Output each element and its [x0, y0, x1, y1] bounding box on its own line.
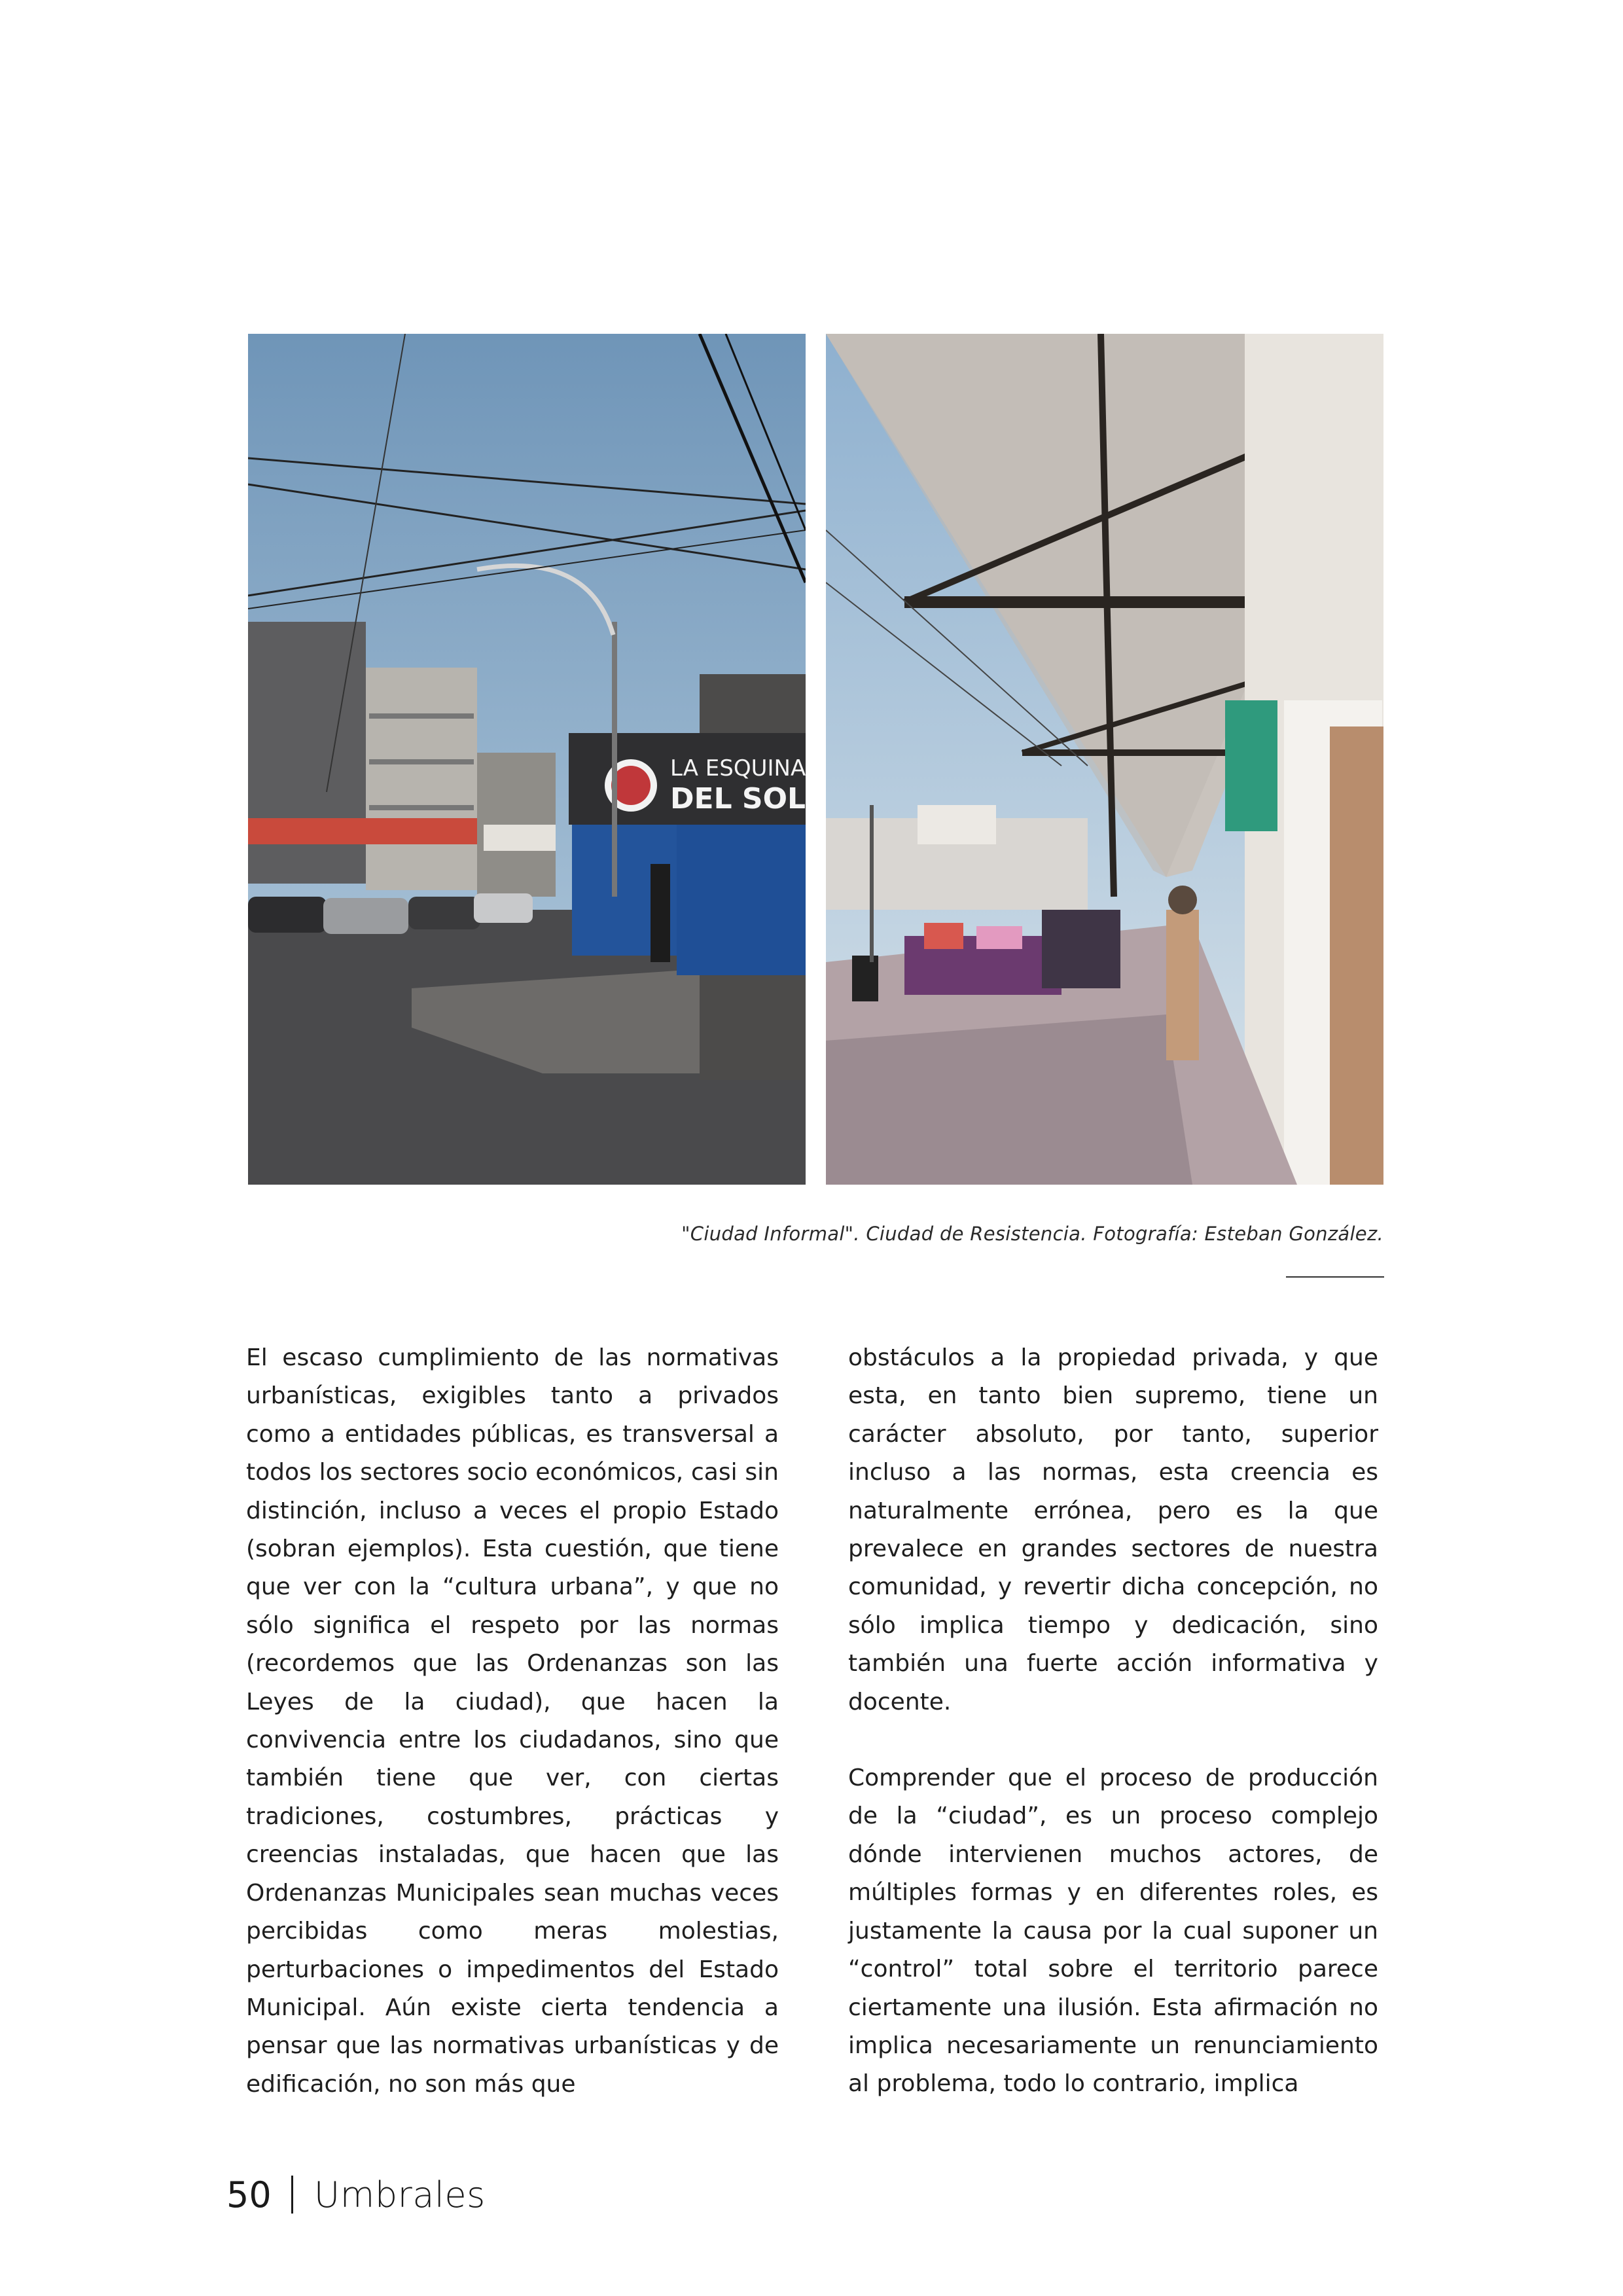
caption-divider — [1286, 1276, 1384, 1278]
photo-street-corner — [248, 334, 806, 1185]
shop-sign-line2: DEL SOL — [670, 782, 806, 816]
publication-name: Umbrales — [313, 2174, 486, 2215]
photo-covered-sidewalk — [826, 334, 1383, 1185]
body-paragraph: Comprender que el proceso de producción de la “ciudad”, es un proceso complejo dónde intervienen muchos actores, de múltiples formas y en diferentes roles, es justamente la causa por la cual suponer un “control” total sobre el territorio parece ciertamente una ilusión. Esta afirmación no implica necesariamente un renunciamiento al problema, todo lo contrario, implica — [848, 1765, 1378, 2098]
page-number: 50 — [226, 2174, 272, 2215]
photo-caption: "Ciudad Informal". Ciudad de Resistencia. Fotografía: Esteban González. — [681, 1223, 1383, 1245]
shop-sign-line1: LA ESQUINA — [670, 755, 806, 781]
page-footer — [226, 2172, 486, 2217]
body-paragraph: El escaso cumplimiento de las normativas urbanísticas, exigibles tanto a privados como a entidades públicas, es transversal a todos los sectores socio económicos, casi sin distinción, incluso a veces el propio Estado (sobran ejemplos). Esta cuestión, que tiene que ver con la “cultura urbana”, y que no sólo significa el respeto por las normas (recordemos que las Ordenanzas son las Leyes de la ciudad), que hacen la convivencia entre los ciudadanos, sino que también tiene que ver, con ciertas tradiciones, costumbres, prácticas y creencias instaladas, que hacen que las Ordenanzas Municipales sean muchas veces percibidas como meras molestias, perturbaciones o impedimentos del Estado Municipal. Aún existe cierta tendencia a pensar que las normativas urbanísticas y de edificación, no son más que — [246, 1344, 779, 2098]
body-paragraph: obstáculos a la propiedad privada, y que esta, en tanto bien supremo, tiene un carácter absoluto, por tanto, superior incluso a las normas, esta creencia es naturalmente errónea, pero es la que prevalece en grandes sectores de nuestra comunidad, y revertir dicha concepción, no sólo implica tiempo y dedicación, sino también una fuerte acción informativa y docente. — [848, 1344, 1378, 1715]
photo-covered-sidewalk-image — [826, 334, 1383, 1185]
body-column-right — [848, 1339, 1378, 2104]
photo-street-corner-image — [248, 334, 806, 1185]
body-column-left — [246, 1339, 779, 2104]
footer-separator — [291, 2176, 293, 2214]
